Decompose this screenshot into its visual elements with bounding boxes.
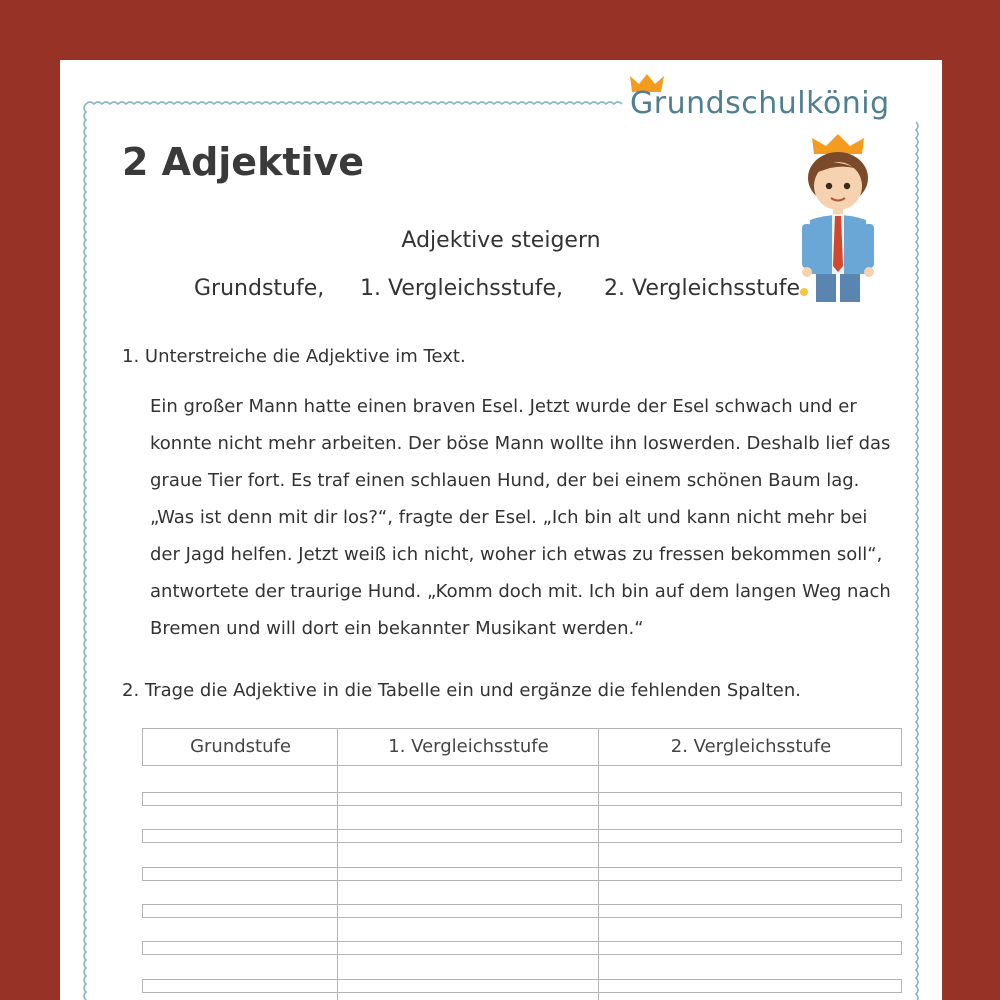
worksheet <box>60 60 942 1000</box>
table-row[interactable] <box>142 941 902 955</box>
adjective-table <box>142 728 902 766</box>
column-header: 2. Vergleichsstufe <box>670 736 832 757</box>
worksheet-subtitle: Adjektive steigern <box>401 228 601 253</box>
brand-name: Grundschulkönig <box>630 86 890 121</box>
page-title: 2 Adjektive <box>122 140 365 184</box>
story-line: „Was ist denn mit dir los?“, fragte der Esel. „Ich bin alt und kann nicht mehr bei <box>150 507 868 528</box>
column-header: 1. Vergleichsstufe <box>388 736 549 757</box>
story-line: Ein großer Mann hatte einen braven Esel. Jetzt wurde der Esel schwach und er <box>150 396 857 417</box>
table-row[interactable] <box>142 979 902 993</box>
story-text <box>150 392 890 651</box>
story-line: der Jagd helfen. Jetzt weiß ich nicht, woher ich etwas zu fressen bekommen soll“, <box>150 544 883 565</box>
stage-superlative: 2. Vergleichsstufe <box>604 276 801 301</box>
table-row[interactable] <box>142 829 902 843</box>
table-row[interactable] <box>142 904 902 918</box>
boy-king-illustration <box>790 134 890 306</box>
table-header <box>142 728 902 766</box>
stage-positive: Grundstufe, <box>194 276 325 301</box>
table-row[interactable] <box>142 867 902 881</box>
stage-comparative: 1. Vergleichsstufe, <box>360 276 564 301</box>
table-row[interactable] <box>142 792 902 806</box>
story-line: graue Tier fort. Es traf einen schlauen Hund, der bei einem schönen Baum lag. <box>150 470 860 491</box>
story-line: antwortete der traurige Hund. „Komm doch mit. Ich bin auf dem langen Weg nach <box>150 581 891 602</box>
comparison-stages <box>194 276 800 301</box>
column-divider <box>598 728 599 1000</box>
task-2-instruction: 2. Trage die Adjektive in die Tabelle ein und ergänze die fehlenden Spalten. <box>122 680 801 701</box>
task-1-instruction: 1. Unterstreiche die Adjektive im Text. <box>122 346 466 367</box>
story-line: konnte nicht mehr arbeiten. Der böse Mann wollte ihn loswerden. Deshalb lief das <box>150 433 891 454</box>
brand-logo <box>630 74 930 124</box>
column-divider <box>337 728 338 1000</box>
column-header: Grundstufe <box>190 736 291 757</box>
story-line: Bremen und will dort ein bekannter Musikant werden.“ <box>150 618 644 639</box>
